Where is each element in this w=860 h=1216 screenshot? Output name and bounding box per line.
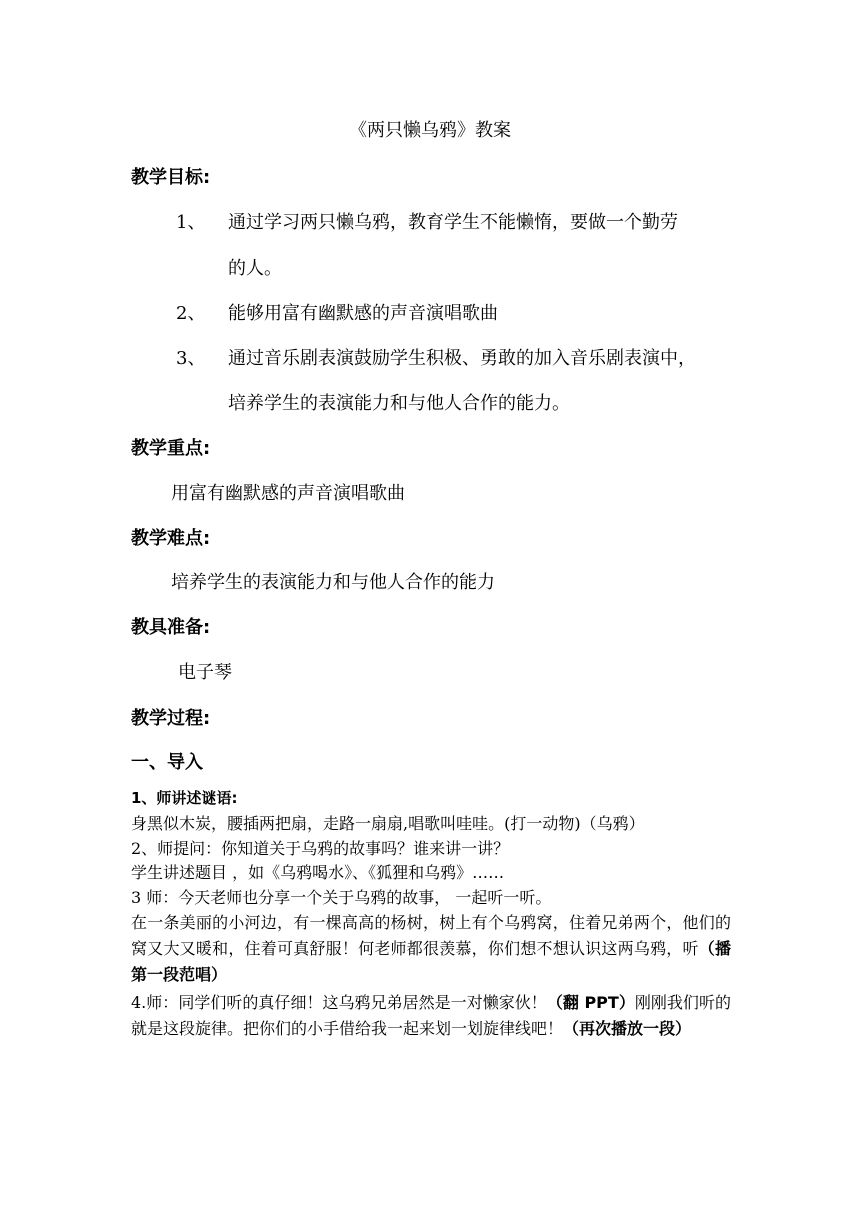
- step1-title: 1、师讲述谜语:: [131, 789, 238, 807]
- objective-3-line2: 培养学生的表演能力和与他人合作的能力。: [228, 393, 570, 414]
- difficulties-heading: 教学难点:: [131, 528, 211, 549]
- objective-1-line2: 的人。: [228, 258, 282, 279]
- objective-2-number: 2、: [176, 303, 206, 324]
- key-points-heading: 教学重点:: [131, 438, 211, 459]
- step4-paragraph: [131, 990, 731, 1042]
- document-title: 《两只懒乌鸦》教案: [349, 120, 511, 141]
- step4-text-d: （再次播放一段）: [563, 1019, 692, 1038]
- objective-3-line1: 通过音乐剧表演鼓励学生积极、勇敢的加入音乐剧表演中，: [228, 348, 696, 369]
- process-heading: 教学过程:: [131, 708, 211, 729]
- objective-2-line1: 能够用富有幽默感的声音演唱歌曲: [228, 303, 498, 324]
- step3-story-bold: （播第一段范唱）: [131, 939, 731, 984]
- objectives-heading: 教学目标:: [131, 167, 211, 188]
- difficulties-text: 培养学生的表演能力和与他人合作的能力: [171, 572, 495, 593]
- step2-answer: 学生讲述题目 ，如《乌鸦喝水》、《狐狸和乌鸦》……: [131, 863, 505, 882]
- objective-3-number: 3、: [176, 348, 206, 369]
- step3-intro: 3 师：今天老师也分享一个关于乌鸦的故事， 一起听一听。: [131, 888, 552, 907]
- step4-text-b: （翻 PPT）: [546, 993, 635, 1012]
- key-points-text: 用富有幽默感的声音演唱歌曲: [171, 483, 405, 504]
- step4-text-a: 4.师：同学们听的真仔细！这乌鸦兄弟居然是一对懒家伙！: [131, 993, 547, 1012]
- step3-story: [131, 910, 731, 988]
- materials-text: 电子琴: [178, 662, 232, 683]
- step1-riddle: 身黑似木炭，腰插两把扇，走路一扇扇,唱歌叫哇哇。(打一动物)（乌鸦）: [131, 814, 645, 833]
- objective-1-number: 1、: [176, 212, 206, 233]
- step4-text-c: 刚刚我们听的就是这段旋律。把你们的小手借给我一起来划一划旋律线吧！: [131, 993, 731, 1038]
- objective-1-line1: 通过学习两只懒乌鸦，教育学生不能懒惰，要做一个勤劳: [228, 212, 678, 233]
- step2-question: 2、师提问：你知道关于乌鸦的故事吗？谁来讲一讲？: [131, 839, 510, 858]
- section-intro-heading: 一、导入: [131, 752, 203, 773]
- materials-heading: 教具准备:: [131, 617, 211, 638]
- step3-story-text: 在一条美丽的小河边，有一棵高高的杨树，树上有个乌鸦窝，住着兄弟两个，他们的窝又大又暖和，住着可真舒服！何老师都很羡慕，你们想不想认识这两乌鸦，听: [131, 913, 731, 958]
